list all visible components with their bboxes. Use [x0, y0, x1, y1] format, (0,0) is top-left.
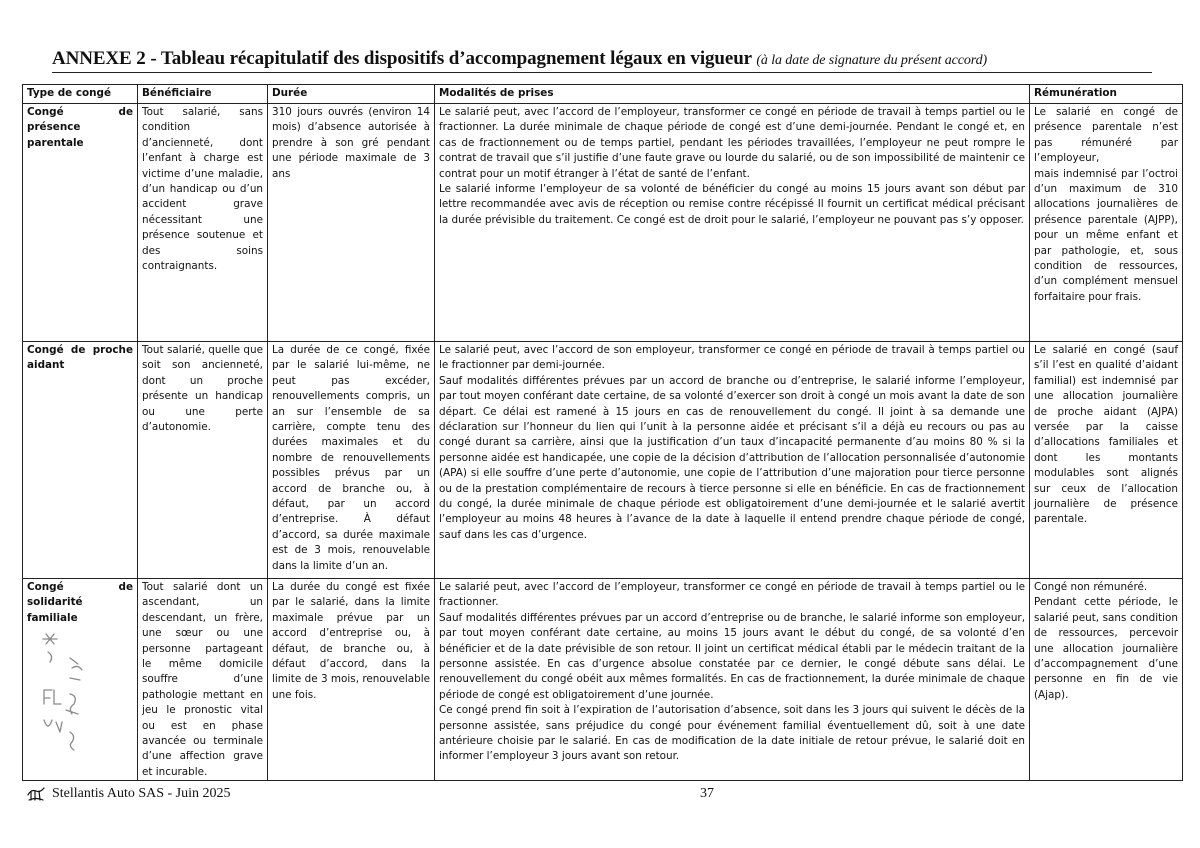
- cell-modalites: [435, 579, 1030, 781]
- remuneration-paragraph: Le salarié en congé de présence parentale n’est pas rémunéré par l’employeur,: [1034, 106, 1178, 165]
- modalites-paragraph: Le salarié peut, avec l’accord de l’employeur, transformer ce congé en période de travail à temps partiel ou le fractionner. La durée minimale de chaque période de congé est d’une demi-journée. Pendant le congé et, en cas de fractionnement ou de temps partiel, pendant les périodes travaillées, l’employeur ne peut rompre le contrat de travail que s’il justifie d’une faute grave ou lourde du salarié, ou de son impossibilité de maintenir ce contrat pour un motif étranger à l’état de santé de l’enfant.: [439, 106, 1025, 180]
- footer-company: Stellantis Auto SAS - Juin 2025: [52, 786, 231, 801]
- table-row: [23, 342, 1183, 579]
- cell-duree: La durée du congé est fixée par le salarié, dans la limite maximale prévue par un accord d’entreprise ou, à défaut, de branche ou, à défaut d’accord, dans la limite de 3 mois, renouvelable une fois.: [268, 579, 435, 781]
- title-main: ANNEXE 2 - Tableau récapitulatif des dispositifs d’accompagnement légaux en vigueur: [52, 48, 752, 69]
- remuneration-paragraph: mais indemnisé par l’octroi d’un maximum de 310 allocations journalières de présence parentale (AJPP), pour un même enfant et par pathologie, et, sous condition de ressources, d’un complément mensuel forfaitaire pour frais.: [1034, 167, 1178, 303]
- table-row: [23, 104, 1183, 342]
- cell-modalites: [435, 104, 1030, 342]
- handwritten-initials: [40, 628, 90, 758]
- remuneration-paragraph: Pendant cette période, le salarié peut, sans condition de ressources, percevoir une allocation journalière d’accompagnement d’une personne en fin de vie (Ajap).: [1034, 596, 1178, 701]
- footer: [26, 786, 231, 802]
- modalites-paragraph: Le salarié informe l’employeur de sa volonté de bénéficier du congé au moins 15 jours avant son début par lettre recommandée avec avis de réception ou remise contre récépissé Il fournit un certificat médical précisant la durée prévisible du traitement. Ce congé est de droit pour le salarié, l’employeur ne pouvant pas s’y opposer.: [439, 183, 1025, 226]
- header-remuneration: Rémunération: [1030, 85, 1183, 104]
- cell-modalites: [435, 342, 1030, 579]
- cell-duree: La durée de ce congé, fixée par le salarié lui-même, ne peut pas excéder, renouvellements compris, un an sur l’ensemble de sa carrière, compte tenu des durées maximales et du nombre de renouvellements possibles prévus par un accord de branche ou, à défaut, par un accord d’entreprise. À défaut d’accord, sa durée maximale est de 3 mois, renouvelable dans la limite d’un an.: [268, 342, 435, 579]
- header-beneficiaire: Bénéficiaire: [138, 85, 268, 104]
- title-underline: [52, 72, 1152, 73]
- cell-beneficiaire: Tout salarié dont un ascendant, un descendant, un frère, une sœur ou une personne partageant le même domicile souffre d’une pathologie mettant en jeu le pronostic vital ou est en phase avancée ou terminale d’une affection grave et incurable.: [138, 579, 268, 781]
- cell-duree: 310 jours ouvrés (environ 14 mois) d’absence autorisée à prendre à son gré pendant une période maximale de 3 ans: [268, 104, 435, 342]
- modalites-paragraph: Le salarié peut, avec l’accord de son employeur, transformer ce congé en période de travail à temps partiel ou le fractionner par demi-journée.: [439, 344, 1025, 372]
- title-subtitle: (à la date de signature du présent accord): [756, 53, 988, 68]
- header-duree: Durée: [268, 85, 435, 104]
- cell-remuneration: [1030, 579, 1183, 781]
- recap-table: [22, 84, 1183, 781]
- page-number: 37: [700, 786, 714, 801]
- cell-beneficiaire: Tout salarié, sans condition d’ancienneté, dont l’enfant à charge est victime d’une maladie, d’un handicap ou d’un accident grave nécessitant une présence soutenue et des soins contraignants.: [138, 104, 268, 342]
- cell-type: Congé de présence parentale: [23, 104, 138, 342]
- header-modalites: Modalités de prises: [435, 85, 1030, 104]
- remuneration-paragraph: Le salarié en congé (sauf s’il l’est en qualité d’aidant familial) est indemnisé par une allocation journalière de proche aidant (AJPA) versée par la caisse d’allocations familiales et dont les montants modulables sont alignés sur ceux de l’allocation journalière de présence parentale.: [1034, 344, 1178, 526]
- table-header-row: [23, 85, 1183, 104]
- cell-type: Congé de solidarité familiale: [23, 579, 138, 781]
- modalites-paragraph: Ce congé prend fin soit à l’expiration de l’autorisation d’absence, soit dans les 3 jours qui suivent le décès de la personne assistée, sans préjudice du congé pour événement familial éventuellement dû, soit à une date antérieure choisie par le salarié. En cas de modification de la date initiale de retour prévue, le salarié doit en informer l’employeur 3 jours avant son retour.: [439, 704, 1025, 763]
- stellantis-logo-icon: [26, 786, 46, 802]
- cell-type: Congé de proche aidant: [23, 342, 138, 579]
- cell-remuneration: [1030, 104, 1183, 342]
- cell-remuneration: [1030, 342, 1183, 579]
- header-type: Type de congé: [23, 85, 138, 104]
- cell-beneficiaire: Tout salarié, quelle que soit son ancienneté, dont un proche présente un handicap ou une perte d’autonomie.: [138, 342, 268, 579]
- remuneration-paragraph: Congé non rémunéré.: [1034, 581, 1148, 593]
- modalites-paragraph: Le salarié peut, avec l’accord de l’employeur, transformer ce congé en période de travail à temps partiel ou le fractionner.: [439, 581, 1025, 609]
- table-row: [23, 579, 1183, 781]
- page-title: [52, 48, 1172, 70]
- modalites-paragraph: Sauf modalités différentes prévues par un accord d’entreprise ou de branche, le salarié informe son employeur, par tout moyen conférant date certaine, au moins 15 jours avant le début du congé, de sa volonté d’en bénéficier et de la date prévisible de son retour. Il joint un certificat médical établi par le médecin traitant de la personne assistée. En cas d’urgence absolue constatée par ce dernier, le congé débute sans délai. Le renouvellement du congé obéit aux mêmes formalités. En cas de fractionnement, la durée minimale de chaque période de congé est obligatoirement d’une journée.: [439, 611, 1025, 701]
- modalites-paragraph: Sauf modalités différentes prévues par un accord de branche ou d’entreprise, le salarié informe l’employeur, par tout moyen conférant date certaine, de sa volonté d’exercer son droit à congé un mois avant la date de son départ. Ce délai est ramené à 15 jours en cas de renouvellement du congé. Il joint à sa demande une déclaration sur l’honneur du lien qui l’unit à la personne aidée et précisant s’il a déjà eu recours ou pas au congé durant sa carrière, ainsi que la justification d’un taux d’incapacité permanente d’au moins 80 % si la personne aidée est handicapée, une copie de la décision d’attribution de l’allocation personnalisée d’autonomie (APA) si elle souffre d’une perte d’autonomie, une copie de l’attribution d’une majoration pour tierce personne ou de la prestation complémentaire de recours à tierce personne si elle en bénéficie. En cas de fractionnement du congé, la durée minimale de chaque période est obligatoirement d’une demi-journée et le salarié avertit l’employeur au moins 48 heures à l’avance de la date à laquelle il entend prendre chaque période de congé, sauf dans les cas d’urgence.: [439, 374, 1025, 541]
